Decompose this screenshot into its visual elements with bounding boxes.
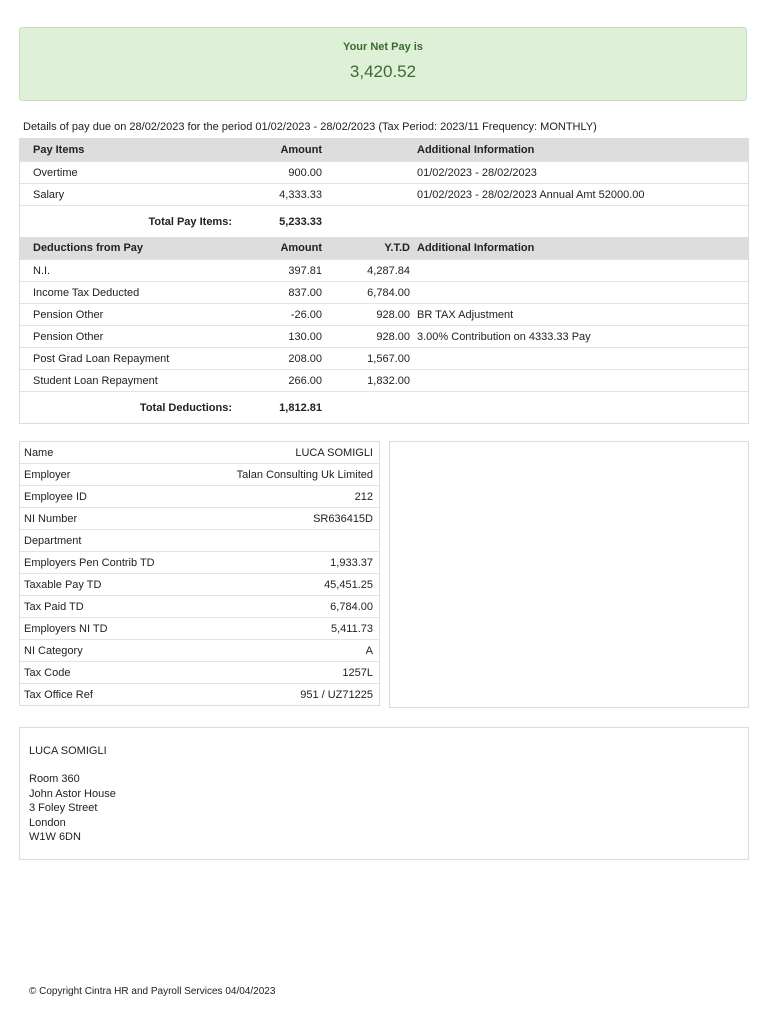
deductions-total-row bbox=[20, 392, 748, 424]
deduction-ytd: 928.00 bbox=[322, 304, 410, 326]
deductions-header: Deductions from Pay bbox=[20, 237, 234, 260]
info-row bbox=[20, 442, 379, 464]
deduction-name: Pension Other bbox=[20, 326, 234, 348]
info-value: 5,411.73 bbox=[195, 618, 379, 640]
address-line: Room 360 bbox=[29, 773, 80, 785]
pay-items-total-row bbox=[20, 206, 748, 238]
deduction-amount: 208.00 bbox=[234, 348, 322, 370]
info-row bbox=[20, 530, 379, 552]
pay-items-total-label: Total Pay Items: bbox=[148, 215, 232, 228]
info-row bbox=[20, 486, 379, 508]
deduction-amount: -26.00 bbox=[234, 304, 322, 326]
deductions-total-value: 1,812.81 bbox=[279, 401, 322, 414]
info-row bbox=[20, 684, 379, 706]
deduction-amount: 837.00 bbox=[234, 282, 322, 304]
address-line: 3 Foley Street bbox=[29, 802, 98, 815]
copyright-footer: © Copyright Cintra HR and Payroll Services 04/04/2023 bbox=[29, 986, 276, 997]
info-value: 1,933.37 bbox=[195, 552, 379, 574]
deduction-ytd: 1,832.00 bbox=[322, 370, 410, 392]
pay-items-header-row bbox=[20, 139, 748, 162]
deduction-row bbox=[20, 348, 748, 370]
deductions-amount-header: Amount bbox=[234, 237, 322, 260]
pay-items-info-header: Additional Information bbox=[410, 139, 748, 162]
pay-items-ytd-header bbox=[322, 139, 410, 162]
deduction-amount: 130.00 bbox=[234, 326, 322, 348]
pay-item-name: Salary bbox=[20, 184, 234, 206]
info-row bbox=[20, 464, 379, 486]
info-label: Name bbox=[20, 442, 195, 464]
info-value bbox=[195, 530, 379, 552]
info-row bbox=[20, 640, 379, 662]
deduction-info: 3.00% Contribution on 4333.33 Pay bbox=[410, 326, 748, 348]
info-label: Employers NI TD bbox=[20, 618, 195, 640]
pay-item-info: 01/02/2023 - 28/02/2023 bbox=[410, 162, 748, 184]
info-row bbox=[20, 552, 379, 574]
pay-item-ytd bbox=[322, 184, 410, 206]
deduction-ytd: 928.00 bbox=[322, 326, 410, 348]
address-line: W1W 6DN bbox=[29, 831, 81, 844]
net-pay-value: 3,420.52 bbox=[349, 62, 417, 81]
employee-info-panel bbox=[19, 441, 380, 706]
address-line: London bbox=[29, 816, 66, 829]
deduction-row bbox=[20, 260, 748, 282]
pay-item-info: 01/02/2023 - 28/02/2023 Annual Amt 52000.00 bbox=[410, 184, 748, 206]
deduction-info bbox=[410, 370, 748, 392]
info-value: 6,784.00 bbox=[195, 596, 379, 618]
deduction-amount: 266.00 bbox=[234, 370, 322, 392]
info-value: LUCA SOMIGLI bbox=[195, 442, 379, 464]
info-row bbox=[20, 508, 379, 530]
deduction-row bbox=[20, 304, 748, 326]
info-label: NI Category bbox=[20, 640, 195, 662]
deduction-row bbox=[20, 282, 748, 304]
deductions-ytd-header: Y.T.D bbox=[322, 237, 410, 260]
deduction-name: Pension Other bbox=[20, 304, 234, 326]
pay-item-row bbox=[20, 184, 748, 206]
info-label: Tax Paid TD bbox=[20, 596, 195, 618]
deductions-header-row bbox=[20, 237, 748, 260]
info-label: Employers Pen Contrib TD bbox=[20, 552, 195, 574]
pay-items-total-value: 5,233.33 bbox=[279, 215, 322, 228]
deduction-info bbox=[410, 348, 748, 370]
pay-item-amount: 4,333.33 bbox=[234, 184, 322, 206]
deduction-amount: 397.81 bbox=[234, 260, 322, 282]
deduction-info bbox=[410, 260, 748, 282]
info-label: Employee ID bbox=[20, 486, 195, 508]
info-value: A bbox=[195, 640, 379, 662]
deduction-row bbox=[20, 370, 748, 392]
info-label: Tax Code bbox=[20, 662, 195, 684]
deduction-name: Student Loan Repayment bbox=[20, 370, 234, 392]
deduction-row bbox=[20, 326, 748, 348]
deductions-total-label: Total Deductions: bbox=[139, 401, 232, 414]
deduction-name: Post Grad Loan Repayment bbox=[20, 348, 234, 370]
net-pay-banner bbox=[19, 27, 747, 101]
deduction-name: Income Tax Deducted bbox=[20, 282, 234, 304]
pay-item-name: Overtime bbox=[20, 162, 234, 184]
pay-period-details: Details of pay due on 28/02/2023 for the period 01/02/2023 - 28/02/2023 (Tax Period: 2023/11 Frequency: MONTHLY) bbox=[23, 121, 597, 133]
net-pay-label: Your Net Pay is bbox=[343, 41, 423, 53]
payslip-table bbox=[19, 138, 749, 424]
info-label: Taxable Pay TD bbox=[20, 574, 195, 596]
deduction-info: BR TAX Adjustment bbox=[410, 304, 748, 326]
info-value: SR636415D bbox=[195, 508, 379, 530]
info-row bbox=[20, 662, 379, 684]
info-value: 1257L bbox=[195, 662, 379, 684]
info-label: Tax Office Ref bbox=[24, 688, 93, 701]
info-value: 212 bbox=[195, 486, 379, 508]
blank-panel bbox=[389, 441, 749, 708]
address-name: LUCA SOMIGLI bbox=[29, 745, 107, 757]
address-block bbox=[19, 727, 749, 860]
info-value: 45,451.25 bbox=[195, 574, 379, 596]
info-row bbox=[20, 618, 379, 640]
pay-items-amount-header: Amount bbox=[234, 139, 322, 162]
info-value: 951 / UZ71225 bbox=[300, 688, 373, 701]
deduction-ytd: 4,287.84 bbox=[322, 260, 410, 282]
deduction-name: N.I. bbox=[20, 260, 234, 282]
pay-items-header: Pay Items bbox=[20, 139, 234, 162]
info-label: NI Number bbox=[20, 508, 195, 530]
pay-item-row bbox=[20, 162, 748, 184]
info-row bbox=[20, 596, 379, 618]
address-lines bbox=[29, 772, 116, 845]
deduction-ytd: 6,784.00 bbox=[322, 282, 410, 304]
deduction-ytd: 1,567.00 bbox=[322, 348, 410, 370]
deductions-info-header: Additional Information bbox=[410, 237, 748, 260]
info-label: Department bbox=[20, 530, 195, 552]
info-value: Talan Consulting Uk Limited bbox=[195, 464, 379, 486]
info-row bbox=[20, 574, 379, 596]
info-label: Employer bbox=[20, 464, 195, 486]
address-line: John Astor House bbox=[29, 787, 116, 800]
deduction-info bbox=[410, 282, 748, 304]
pay-item-amount: 900.00 bbox=[234, 162, 322, 184]
pay-item-ytd bbox=[322, 162, 410, 184]
